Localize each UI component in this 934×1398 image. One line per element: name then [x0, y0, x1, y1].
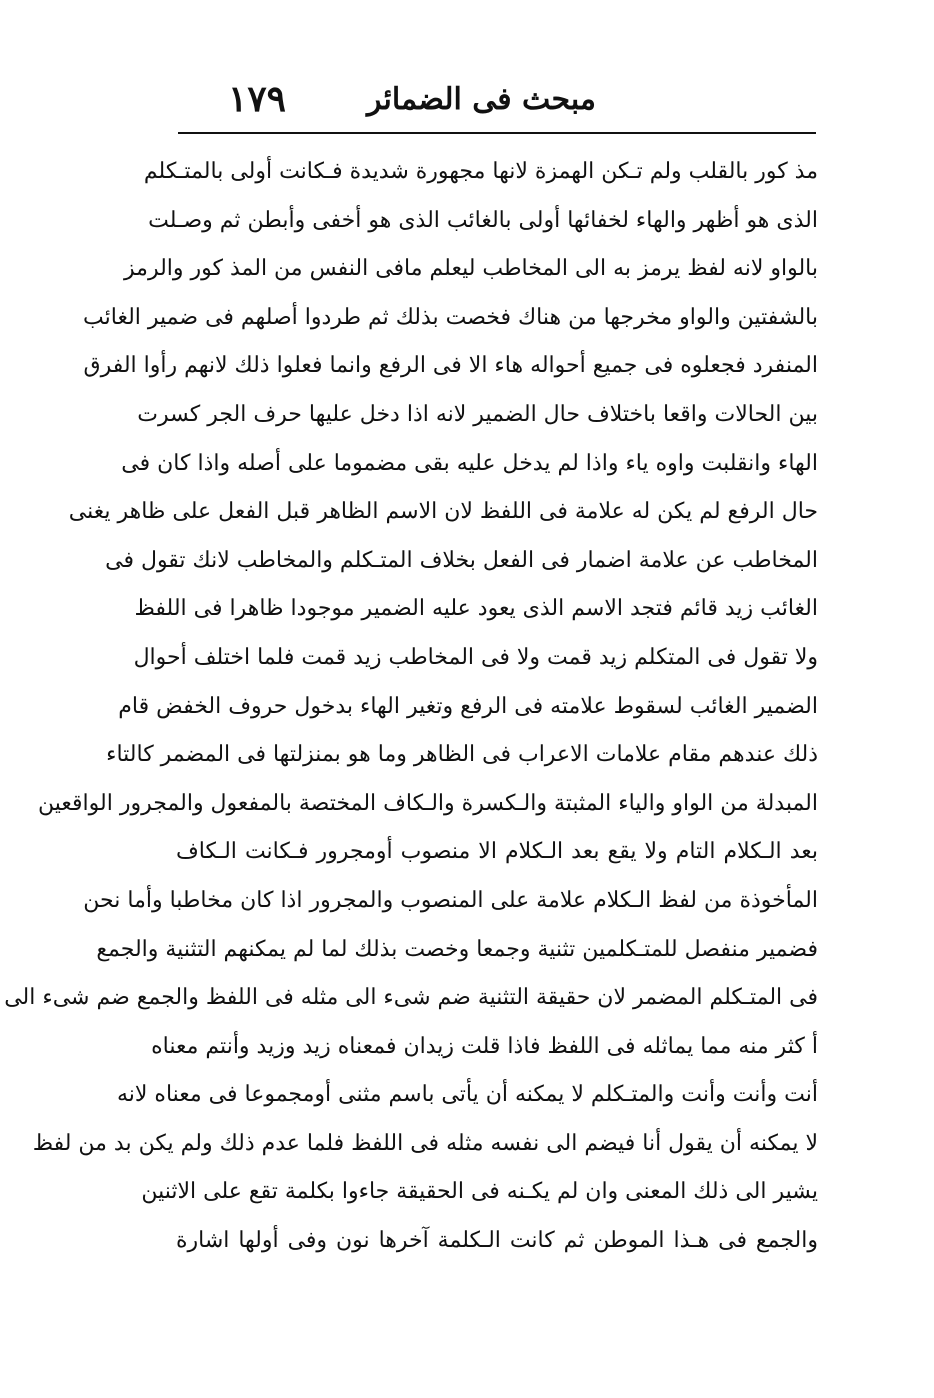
text-line: والجمع فى هـذا الموطن ثم كانت الـكلمة آخرها نون وفى أولها اشارة: [176, 1228, 818, 1254]
page-number: ١٧٩: [228, 78, 287, 120]
text-line: أنت وأنت وأنت والمتـكلم لا يمكنه أن يأتى باسم مثنى أومجموعا فى معناه لانه: [116, 1082, 818, 1108]
text-line: المخاطب عن علامة اضمار فى الفعل بخلاف المتـكلم والمخاطب لانك تقول فى: [105, 547, 818, 573]
text-line: بالواو لانه لفظ يرمز به الى المخاطب ليعلم مافى النفس من المذ كور والرمز: [124, 256, 818, 282]
text-line: ولا تقول فى المتكلم زيد قمت ولا فى المخاطب زيد قمت فلما اختلف أحوال: [133, 644, 818, 670]
text-line: المبدلة من الواو والياء المثبتة والـكسرة والـكاف المختصة بالمفعول والمجرور الواقعين: [38, 790, 818, 816]
text-line: بعد الـكلام التام ولا يقع بعد الـكلام الا منصوب أومجرور فـكانت الـكاف: [176, 839, 818, 865]
text-line: حال الرفع لم يكن له علامة فى اللفظ لان الاسم الظاهر قبل الفعل على ظاهر يغنى: [68, 499, 818, 525]
text-line: الغائب زيد قائم فتجد الاسم الذى يعود عليه الضمير موجودا ظاهرا فى اللفظ: [134, 596, 818, 622]
text-line: الضمير الغائب لسقوط علامته فى الرفع وتغير الهاء بدخول حروف الخفض قام: [118, 693, 818, 719]
page-header: [178, 78, 816, 126]
text-line: المنفرد فجعلوه فى جميع أحواله هاء الا فى الرفع وانما فعلوا ذلك لانهم رأوا الفرق: [83, 353, 818, 379]
text-line: أ كثر منه مما يماثله فى اللفظ فاذا قلت زيدان فمعناه زيد وزيد وأنتم معناه: [151, 1033, 818, 1059]
text-line: فضمير منفصل للمتـكلمين تثنية وجمعا وخصت بذلك لما لم يمكنهم التثنية والجمع: [96, 936, 818, 962]
text-line: بين الحالات واقعا باختلاف حال الضمير لانه اذا دخل عليها حرف الجر كسرت: [137, 401, 818, 427]
text-line: ذلك عندهم مقام علامات الاعراب فى الظاهر وما هو بمنزلتها فى المضمر كالتاء: [106, 742, 818, 768]
text-line: المأخوذة من لفظ الـكلام علامة على المنصوب والمجرور اذا كان مخاطبا وأما نحن: [83, 887, 818, 913]
text-line: الذى هو أظهر والهاء لخفائها أولى بالغائب الذى هو أخفى وأبطن ثم وصـلت: [148, 207, 818, 233]
body-text: [4, 148, 818, 1266]
header-rule: [178, 132, 816, 134]
text-line: بالشفتين والواو مخرجها من هناك فخصت بذلك ثم طردوا أصلهم فى ضمير الغائب: [83, 304, 818, 330]
text-line: مذ كور بالقلب ولم تـكن الهمزة لانها مجهورة شديدة فـكانت أولى بالمتـكلم: [143, 159, 818, 184]
text-line: لا يمكنه أن يقول أنا فيضم الى نفسه مثله فى اللفظ فلما عدم ذلك ولم يكن بد من لفظ: [32, 1130, 818, 1156]
text-line: فى المتـكلم المضمر لان حقيقة التثنية ضم شىء الى مثله فى اللفظ والجمع ضم شىء الى: [4, 985, 818, 1011]
text-line: الهاء وانقلبت واوه ياء واذا لم يدخل عليه بقى مضموما على أصله واذا كان فى: [121, 450, 818, 476]
running-title: مبحث فى الضمائر: [366, 82, 596, 117]
text-line: يشير الى ذلك المعنى وان لم يكـنه فى الحقيقة جاءوا بكلمة تقع على الاثنين: [141, 1179, 818, 1205]
